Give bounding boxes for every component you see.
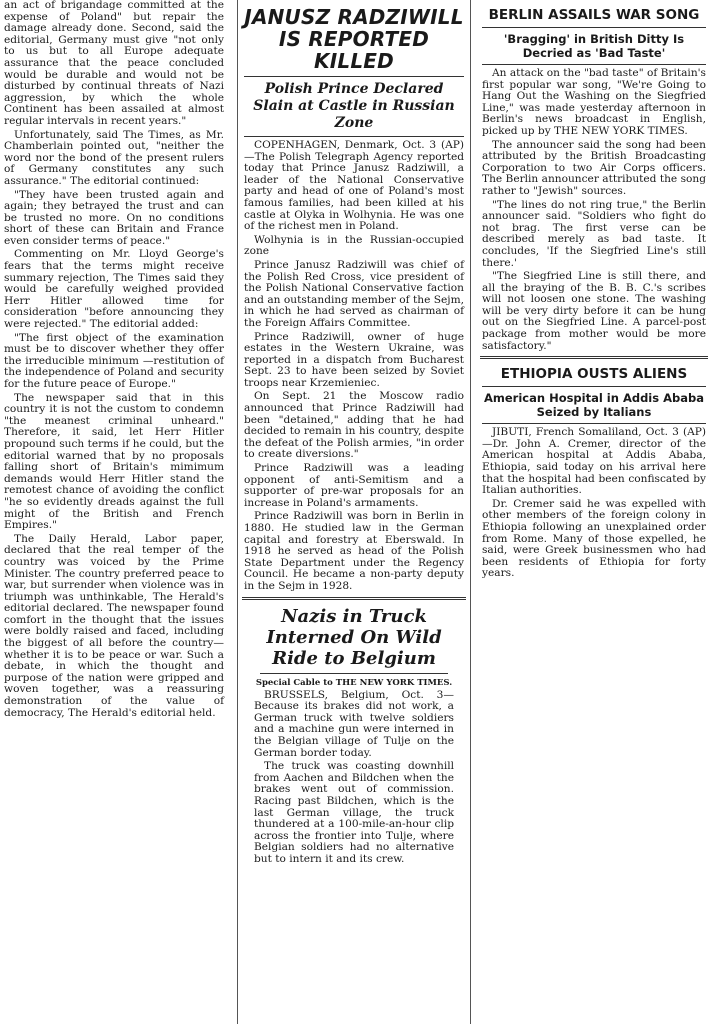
dateline-credit: Special Cable to THE NEW YORK TIMES. bbox=[255, 677, 453, 688]
article-paragraph: an act of brigandage committed at the expense of Poland" but repair the damage already done. Second, said the editorial, Germany must give "not only to us but to all Europe adequate assurance that the peace concluded would be durable and would not be disturbed by continual threats of Nazi aggression, by which the whole Continent has been assailed at almost regular intervals in recent years." bbox=[4, 0, 224, 127]
article-paragraph: Prince Janusz Radziwill was chief of the Polish Red Cross, vice president of the Polish National Conservative faction and an outstanding member of the Sejm, in which he had served as chairman of the Foreign Affairs Committee. bbox=[244, 258, 464, 329]
article-paragraph: An attack on the "bad taste" of Britain's first popular war song, "We're Going to Hang Out the Washing on the Siegfried Line," was made yesterday afternoon in Berlin's news broadcast in English, picked up by THE NEW YORK TIMES. bbox=[482, 67, 706, 137]
article-paragraph: Prince Radziwill was born in Berlin in 1880. He studied law in the German capital and forestry at Eberswald. In 1918 he served as head of the Polish State Department under the Regency Council. He became a non-party deputy in the Sejm in 1928. bbox=[244, 510, 464, 592]
article-paragraph: The newspaper said that in this country it is not the custom to condemn "the meanest criminal unheard." Therefore, it said, let Herr Hitler propound such terms if he could, but the editorial warned that by no proposals falling short of Britain's mimimum demands would Herr Hitler stand the remotest chance of avoiding the conflict "he so evidently dreads against the full might of the British and French Empires." bbox=[4, 391, 224, 532]
article-ethiopia bbox=[476, 365, 712, 580]
column-right bbox=[476, 0, 712, 760]
article-paragraph: "The first object of the examination must be to discover whether they offer the irreducible minimum —restitution of the independence of Poland and security for the future peace of Europe." bbox=[4, 331, 224, 390]
divider bbox=[244, 136, 464, 137]
article-paragraph: COPENHAGEN, Denmark, Oct. 3 (AP)—The Polish Telegraph Agency reported today that Prince Janusz Radziwill, a leader of the National Conservative party and head of one of Poland's most famous families, had been killed at his castle at Olyka in Wolhynia. He was one of the richest men in Poland. bbox=[244, 139, 464, 233]
article-paragraph: Wolhynia is in the Russian-occupied zone bbox=[244, 233, 464, 258]
headline-war-song: BERLIN ASSAILS WAR SONG bbox=[488, 7, 700, 23]
article-paragraph: The truck was coasting downhill from Aachen and Bildchen when the brakes went out of commission. Racing past Bildchen, which is the last German village, the truck thundered at a 100-mile-an-hour clip across the frontier into Tulje, where Belgian soldiers had no alternative but to intern it and its crew. bbox=[254, 760, 454, 865]
article-divider bbox=[480, 356, 708, 359]
subhead-war-song: 'Bragging' in British Ditty Is Decried as 'Bad Taste' bbox=[503, 32, 685, 60]
article-paragraph: BRUSSELS, Belgium, Oct. 3—Because its brakes did not work, a German truck with twelve soldiers and a machine gun were interned in the Belgian village of Tulje on the German border today. bbox=[254, 688, 454, 759]
article-paragraph: Unfortunately, said The Times, as Mr. Chamberlain pointed out, "neither the word nor the bond of the present rulers of Germany constitutes any such assurance." The editorial continued: bbox=[4, 128, 224, 187]
article-paragraph: Dr. Cremer said he was expelled with other members of the foreign colony in Ethiopia following an unexplained order from Rome. Many of those expelled, he said, were Greek businessmen who had been residents of Ethiopia for forty years. bbox=[482, 497, 706, 580]
article-paragraph: The announcer said the song had been attributed by the British Broadcasting Corporation to two Air Corps officers. The Berlin announcer attributed the song rather to "Jewish" sources. bbox=[482, 138, 706, 197]
divider bbox=[482, 27, 706, 28]
article-divider bbox=[242, 597, 466, 600]
article-radziwill bbox=[238, 6, 470, 593]
article-paragraph: The Daily Herald, Labor paper, declared that the real temper of the country was voiced by the Prime Minister. The country preferred peace to war, but surrender when violence was in triumph was unthinkable, The Herald's editorial declared. The newspaper found comfort in the thought that the issues were boldly raised and faced, including the biggest of all before the country—whether it is to be peace or war. Such a debate, in which the thought and purpose of the nation were gripped and woven together, was a reassuring demonstration of the value of democracy, The Herald's editorial held. bbox=[4, 532, 224, 719]
article-paragraph: Commenting on Mr. Lloyd George's fears that the terms might receive summary rejection, The Times said they would be carefully weighed provided Herr Hitler allowed time for consideration "before announcing they were rejected." The editorial added: bbox=[4, 248, 224, 331]
article-paragraph: "The lines do not ring true," the Berlin announcer said. "Soldiers who fight do not brag. The first verse can be described merely as bad taste. It concludes, 'If the Siegfried Line's still there.' bbox=[482, 198, 706, 269]
article-paragraph: Prince Radziwill, owner of huge estates in the Western Ukraine, was reported in a dispatch from Bucharest Sept. 23 to have been seized by Soviet troops near Krzemieniec. bbox=[244, 330, 464, 389]
article-paragraph: Prince Radziwill was a leading opponent of anti-Semitism and a supporter of pre-war proposals for an increase in Poland's armaments. bbox=[244, 462, 464, 509]
article-paragraph: On Sept. 21 the Moscow radio announced that Prince Radziwill had been "detained," adding that he had decided to remain in his country, despite the defeat of the Polish armies, "in order to create diversions." bbox=[244, 390, 464, 461]
divider bbox=[260, 673, 448, 674]
divider bbox=[482, 386, 706, 387]
article-paragraph: JIBUTI, French Somaliland, Oct. 3 (AP)—Dr. John A. Cremer, director of the American hospital at Addis Ababa, Ethiopia, said today on his arrival here that the hospital had been confiscated by Italian authorities. bbox=[482, 426, 706, 497]
headline-radziwill: JANUSZ RADZIWILL IS REPORTED KILLED bbox=[244, 5, 464, 73]
divider bbox=[482, 64, 706, 65]
divider bbox=[244, 76, 464, 77]
article-truck bbox=[238, 606, 470, 866]
subhead-radziwill: Polish Prince Declared Slain at Castle in Russian Zone bbox=[253, 81, 455, 131]
article-war-song bbox=[476, 6, 712, 352]
headline-truck: Nazis in Truck Interned On Wild Ride to Belgium bbox=[266, 605, 442, 669]
headline-ethiopia: ETHIOPIA OUSTS ALIENS bbox=[500, 366, 688, 383]
subhead-ethiopia: American Hospital in Addis Ababa Seized by Italians bbox=[484, 391, 704, 420]
article-paragraph: "The Siegfried Line is still there, and all the braying of the B. B. C.'s scribes will not loosen one stone. The washing will be very dirty before it can be hung out on the Siegfried Line. A parcel-post package from mother would be more satisfactory." bbox=[482, 270, 706, 352]
column-center bbox=[237, 0, 471, 1024]
divider bbox=[482, 423, 706, 424]
column-left bbox=[0, 0, 232, 852]
article-paragraph: "They have been trusted again and again; they betrayed the trust and can be trusted no more. On no conditions short of these can Britain and France even consider terms of peace." bbox=[4, 188, 224, 247]
